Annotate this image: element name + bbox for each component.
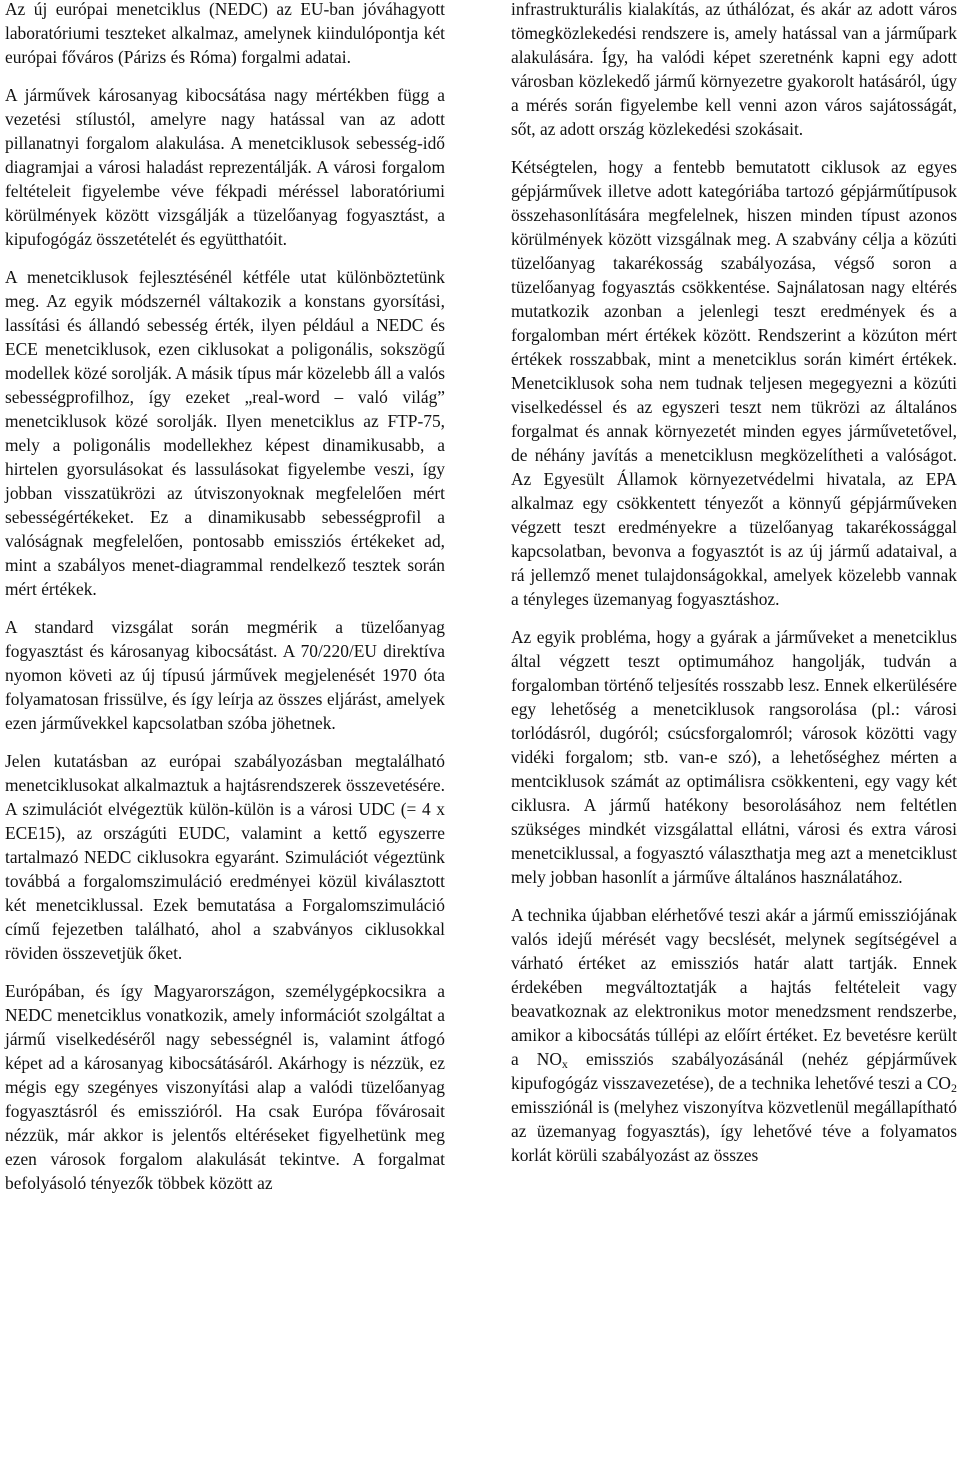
paragraph-nedc-intro: Az új európai menetciklus (NEDC) az EU-ban jóváhagyott laboratóriumi teszteket alkalmaz, amelynek kiindulópontja két európai főváros (Párizs és Róma) forgalmi adatai. xyxy=(5,0,445,67)
paragraph-europe-nedc: Európában, és így Magyarországon, személygépkocsikra a NEDC menetciklus vonatkozik, amely információt szolgáltat a jármű viselkedéséről nagy sebességnél is, valamint átfogó képet ad a károsanyag kibocsátásáról. Akárhogy is nézzük, ez mégis egy szegényes viszonyítási alap a valódi tüzelőanyag fogyasztásról és emisszióról. Ha csak Európa fővárosait nézzük, már akkor is jelentős eltéréseket figyelhetünk meg ezen városok forgalom alakulását tekintve. A forgalmat befolyásoló tényezők többek között az xyxy=(5,981,445,1193)
paragraph-standard-test: A standard vizsgálat során megmérik a tüzelőanyag fogyasztást és károsanyag kibocsátást. A 70/220/EU direktíva nyomon követi az új típusú járművek megjelenését 1970 óta folyamatosan frissülve, és így leírja az összes eljárást, amelyek ezen járművekkel kapcsolatban szóba jöhetnek. xyxy=(5,617,445,733)
paragraph-emission-driving-style: A járművek károsanyag kibocsátása nagy mértékben függ a vezetési stílustól, amelyre nagy hatással van az adott pillanatnyi forgalom alakulása. A menetciklusok sebesség-idő diagramjai a városi haladást reprezentálják. A városi forgalom feltételeit figyelembe véve fékpadi méréssel laboratóriumi körülmények között vizsgálják a tüzelőanyag fogyasztást, a kipufogógáz összetételét és együtthatóit. xyxy=(5,85,445,249)
text-segment: emissziónál is (melyhez viszonyítva közvetlenül megállapítható az üzemanyag fogyasztás), így lehetővé téve a folyamatos korlát körüli szabályozást az összes xyxy=(511,1097,957,1165)
text-segment: A technika újabban elérhetővé teszi akár a jármű emissziójának valós idejű mérését vagy becslését, melynek segítségével a várható értéket az emissziós határ alatt tartják. Ennek érdekében megváltoztatják a hajtás feltételeit vagy beavatkoznak az elektronikus motor menedzsment rendszerbe, amikor a kibocsátás túllépi az előírt értéket. Ez bevetésre került a NO xyxy=(511,905,957,1069)
paragraph-research-cycles: Jelen kutatásban az európai szabályozásban megtalálható menetciklusokat alkalmaztuk a hajtásrendszerek összevetésére. A szimulációt elvégeztük külön-külön is a városi UDC (= 4 x ECE15), az országúti EUDC, valamint a kettő egyszerre tartalmazó NEDC ciklusokra egyaránt. Szimulációt végeztünk továbbá a forgalomszimuláció eredményei közül kiválasztott két menetciklussal. Ezek bemutatása a Forgalomszimuláció című fejezetben található, ahol a szabványos ciklusokkal röviden összevetjük őket. xyxy=(5,751,445,963)
right-column xyxy=(511,0,957,1461)
left-column xyxy=(5,0,445,1461)
paragraph-cycle-development: A menetciklusok fejlesztésénél kétféle utat különböztetünk meg. Az egyik módszernél váltakozik a konstans gyorsítási, lassítási és állandó sebesség érték, ilyen például a NEDC és ECE menetciklusok, ezen ciklusokat a poligonális, sokszögű modellek közé sorolják. A másik típus már közelebb áll a valós sebességprofilhoz, így ezeket „real-word – való világ” menetciklusok közé sorolják. Ilyen menetciklus az FTP-75, mely a poligonális modellekhez képest dinamikusabb, a hirtelen gyorsulásokat és lassulásokat figyelembe veszi, így jobban visszatükrözi az útviszonyoknak megfelelően mért sebességértékeket. Ez a dinamikusabb sebességprofil a valóságnak megfelelően, pontosabb emissziós értékeket ad, mint a szabályos menet-diagrammal rendelkező tesztek során mért értékek. xyxy=(5,267,445,599)
paragraph-optimization-problem: Az egyik probléma, hogy a gyárak a járműveket a menetciklus által végzett teszt optimumához hangolják, tudván a forgalomban történő teljesítés rosszabb lesz. Ennek elkerülésére egy lehetőség a menetciklusok rangsorolása (pl.: városi torlódásról, dugóról; csúcsforgalomról; városok közötti vagy vidéki forgalom; stb. van-e szó), a lehetőséghez mérten a mentciklusok számát az optimálisra csökkenteni, egy vagy két ciklusra. A jármű hatékony besorolásához nem feltétlen szükséges mindkét vizsgálattal ellátni, városi és extra városi menetciklussal, a fogyasztó választhatja meg azt a menetciklust mely jobban hasonlít a járműve általános használatához. xyxy=(511,627,957,887)
paragraph-infrastructure: infrastrukturális kialakítás, az úthálózat, és akár az adott város tömegközlekedési rendszere is, amely hatással van a járműpark alakulására. Így, ha valódi képet szeretnénk kapni egy adott városban közlekedő jármű környezetre gyakorolt hatásáról, úgy a mérés során figyelembe kell venni azon város sajátosságát, sőt, az adott ország közlekedési szokásait. xyxy=(511,0,957,139)
paragraph-cycle-comparison: Kétségtelen, hogy a fentebb bemutatott ciklusok az egyes gépjárművek illetve adott kategóriába tartozó gépjárműtípusok összehasonlítására megfelelnek, hiszen minden típust azonos körülmények között vizsgálnak meg. A szabvány célja a közúti tüzelőanyag takarékosság szabályozása, végső soron a tüzelőanyag fogyasztás csökkentése. Sajnálatosan nagy eltérés mutatkozik azonban a jelenlegi teszt eredmények és a forgalomban mért értékek között. Rendszerint a közúton mért értékek rosszabbak, mint a menetciklus során kimért értékek. Menetciklusok soha nem tudnak teljesen megegyezni a közúti viselkedéssel és az egyszeri teszt nem tükrözi az általános forgalmat és annak környezetét minden egyes járművetetővel, de néhány javítás a menetciklusn megközelítheti a valóságot. Az Egyesült Államok környezetvédelmi hivatala, az EPA alkalmaz egy csökkentett tényezőt a könnyű gépjárműveken végzett teszt eredményekre a tüzelőanyag takarékossággal kapcsolatban, bevonva a fogyasztót is az új jármű adataival, a rá jellemző menet tulajdonságokkal, amelyek közelebb vannak a tényleges üzemanyag fogyasztáshoz. xyxy=(511,157,957,609)
paragraph-realtime-emission xyxy=(511,903,957,1167)
subscript-x: x xyxy=(561,1057,568,1071)
subscript-2: 2 xyxy=(951,1081,957,1095)
text-segment: emissziós szabályozásánál (nehéz gépjárművek kipufogógáz visszavezetése), de a technika lehetővé teszi a CO xyxy=(511,1049,957,1093)
